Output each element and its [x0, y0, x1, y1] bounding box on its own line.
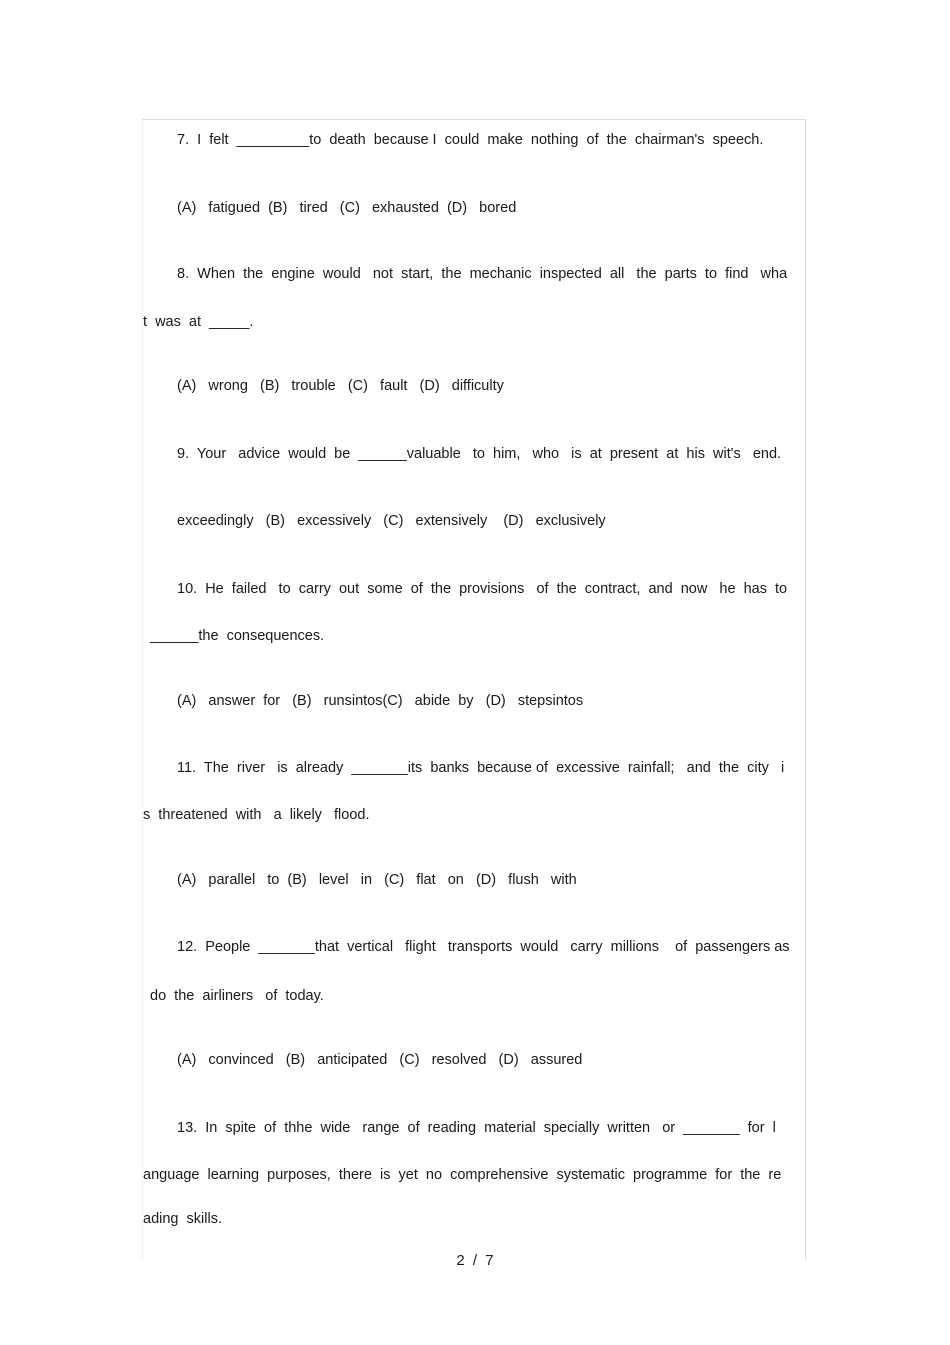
- page-frame: [142, 119, 806, 1259]
- question-11-continuation: s threatened with a likely flood.: [143, 807, 370, 823]
- question-10-continuation: ______the consequences.: [150, 628, 325, 644]
- question-8: 8. When the engine would not start, the mechanic inspected all the parts to find wha: [177, 266, 788, 282]
- page-number: 2 / 7: [456, 1252, 494, 1269]
- question-13-continuation-2: ading skills.: [143, 1211, 222, 1227]
- question-13-continuation: anguage learning purposes, there is yet no comprehensive systematic programme for the re: [143, 1167, 782, 1183]
- question-11-options: (A) parallel to (B) level in (C) flat on (D) flush with: [177, 872, 577, 888]
- question-8-continuation: t was at _____.: [143, 314, 254, 330]
- question-10-options: (A) answer for (B) runsintos(C) abide by (D) stepsintos: [177, 693, 584, 709]
- question-11: 11. The river is already _______its banks because of excessive rainfall; and the city i: [177, 760, 785, 776]
- question-9: 9. Your advice would be ______valuable to him, who is at present at his wit's end.: [177, 446, 782, 462]
- question-12-options: (A) convinced (B) anticipated (C) resolved (D) assured: [177, 1052, 583, 1068]
- question-7-options: (A) fatigued (B) tired (C) exhausted (D) bored: [177, 200, 517, 216]
- question-9-options: exceedingly (B) excessively (C) extensively (D) exclusively: [177, 513, 606, 529]
- question-8-options: (A) wrong (B) trouble (C) fault (D) difficulty: [177, 378, 504, 394]
- question-7: 7. I felt _________to death because I could make nothing of the chairman's speech.: [177, 132, 764, 148]
- question-12: 12. People _______that vertical flight transports would carry millions of passengers as: [177, 939, 790, 955]
- question-12-continuation: do the airliners of today.: [150, 988, 324, 1004]
- question-13: 13. In spite of thhe wide range of reading material specially written or _______ for l: [177, 1120, 776, 1136]
- question-10: 10. He failed to carry out some of the provisions of the contract, and now he has to: [177, 581, 788, 597]
